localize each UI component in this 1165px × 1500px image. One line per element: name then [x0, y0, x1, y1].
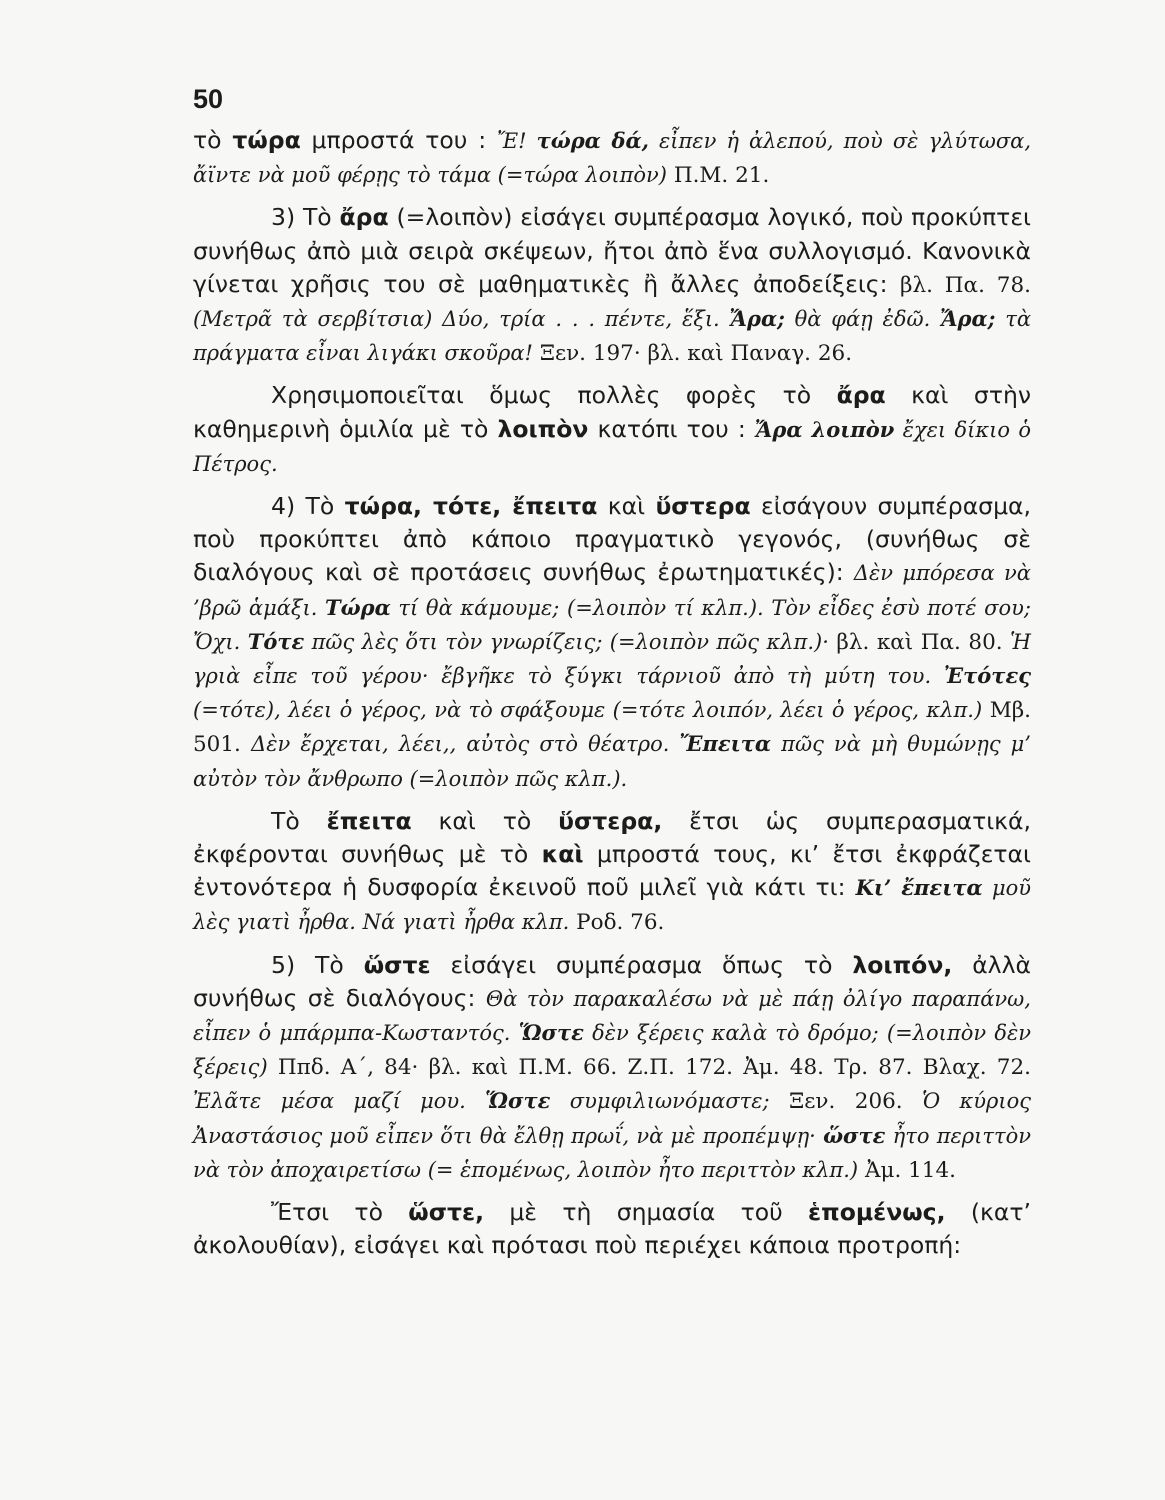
text-span: (κατ’ ἀκολουθίαν), εἰσάγει καὶ πρότασι ποὺ περιέχει κάποια προτροπή: — [193, 1198, 1031, 1260]
text-span: Ἄρα λοιπὸν — [754, 416, 895, 442]
text-span: Ροδ. 76. — [569, 910, 665, 936]
text-span: Ὥστε — [485, 1088, 551, 1114]
text-span: Κι’ ἔπειτα — [855, 875, 983, 901]
text-span: μὲ τὴ σημασία τοῦ — [484, 1198, 809, 1227]
paragraph — [193, 124, 1031, 192]
text-span: λοιπὸν — [497, 414, 589, 443]
text-span: 5) Τὸ — [271, 950, 364, 979]
text-span: τὰ πράγματα εἶναι λιγάκι σκοῦρα! — [193, 307, 1031, 366]
text-span: ὥστε, — [408, 1198, 485, 1227]
text-span: Ἡ γριὰ εἶπε τοῦ γέρου· ἔβγῆκε τὸ ξύγκι τάρνιοῦ ἀπὸ τὴ μύτη του. — [193, 629, 1031, 689]
page-number: 50 — [193, 84, 224, 114]
text-span: Ἐλᾶτε μέσα μαζί μου. — [193, 1089, 486, 1114]
text-span: Π.Μ. 21. — [667, 163, 770, 189]
text-span: Ἐτότες — [943, 663, 1031, 689]
text-span: ὥστε — [363, 950, 431, 979]
paragraph — [193, 805, 1031, 940]
paragraph — [193, 490, 1031, 796]
body-text — [193, 124, 1031, 1272]
text-span: ἔτσι ὡς συμπερασματικά, ἐκφέρονται συνήθως μὲ τὸ — [193, 806, 1031, 869]
text-span: μοῦ λὲς γιατὶ ἦρθα. Νά γιατὶ ἦρθα κλπ. — [193, 876, 1032, 935]
text-span: ἄρα — [339, 203, 389, 232]
text-span: Ὁ κύριος Ἀναστάσιος μοῦ εἶπεν ὅτι θὰ ἔλθῃ πρωΐ, νὰ μὲ προπέμψῃ· — [193, 1089, 1031, 1148]
text-span: καὶ στὴν καθημερινὴ ὁμιλία μὲ τὸ — [193, 381, 1031, 443]
text-span: (=τότε), λέει ὁ γέρος, νὰ τὸ σφάξουμε (=τότε λοιπόν, λέει ὁ γέρος, κλπ.) — [193, 698, 983, 723]
paragraph — [193, 201, 1031, 370]
text-span: Μβ. 501. — [193, 698, 1031, 758]
text-span: Ἀμ. 114. — [858, 1157, 956, 1183]
text-span: καὶ τὸ — [411, 806, 559, 835]
text-span: τώρα δά, — [536, 128, 649, 153]
text-span: Τὸ — [271, 806, 327, 835]
text-span: Ππδ. Α΄, 84· βλ. καὶ Π.Μ. 66. Ζ.Π. 172. Ἀμ. 48. Τρ. 87. Βλαχ. 72. — [267, 1055, 1031, 1081]
paragraph — [193, 949, 1031, 1187]
text-span: πῶς νὰ μὴ θυμώνῃς μ’ αὐτὸν τὸν ἄνθρωπο (=λοιπὸν πῶς κλπ.). — [193, 732, 1031, 791]
text-span: ὕστερα, — [558, 806, 663, 835]
text-span: (Μετρᾶ τὰ σερβίτσια) Δύο, τρία . . . πέντε, ἕξι. — [193, 307, 730, 332]
text-span: τώρα, τότε, ἔπειτα — [344, 492, 598, 521]
text-span: ἔπειτα — [326, 806, 412, 835]
text-span: Ἔ! — [496, 129, 537, 153]
text-span: τί θὰ κάμουμε; (=λοιπὸν τί κλπ.). Τὸν εἶδες ἐσὺ ποτέ σου; Ὄχι. — [193, 595, 1032, 654]
text-span: Τώρα — [325, 594, 391, 620]
text-span: Ξεν. 206. — [769, 1089, 923, 1115]
text-span: Ἔτσι τὸ — [271, 1198, 409, 1227]
text-span: Χρησιμοποιεῖται ὅμως πολλὲς φορὲς τὸ — [271, 381, 837, 410]
text-span: (=λοιπὸν) εἰσάγει συμπέρασμα λογικό, ποὺ προκύπτει συνήθως ἀπὸ μιὰ σειρὰ σκέψεων, ἤτοι ἀπὸ ἕνα συλλογισμό. Κανονικὰ γίνεται χρῆσις του σὲ μαθηματικὲς ἢ ἄλλες ἀποδείξεις: — [193, 203, 1031, 298]
text-span: 4) Τὸ — [271, 492, 345, 521]
text-span: ἄρα — [836, 381, 886, 410]
text-span: ἦτο περιττὸν νὰ τὸν ἀποχαιρετίσω (= ἑπομένως, λοιπὸν ἦτο περιττὸν κλπ.) — [193, 1123, 1031, 1182]
text-span: εἶπεν ἡ ἀλεπού, ποὺ σὲ γλύτωσα, ἄϊντε νὰ μοῦ φέρῃς τὸ τάμα (=τώρα λοιπὸν) — [193, 129, 1032, 188]
text-span: Τότε — [247, 628, 305, 654]
text-span: βλ. Πα. 78. — [900, 272, 1031, 298]
text-span: Ἄρα; — [940, 306, 996, 332]
text-span: Ξεν. 197· βλ. καὶ Παναγ. 26. — [532, 341, 853, 367]
text-span: καὶ — [541, 840, 584, 869]
text-span: δὲν ξέρεις καλὰ τὸ δρόμο; (=λοιπὸν δὲν ξέρεις) — [193, 1021, 1031, 1080]
text-span: τώρα — [232, 126, 301, 154]
paragraph — [193, 1196, 1031, 1262]
text-span: λοιπόν, — [852, 950, 953, 979]
text-span: εἰσάγει συμπέρασμα ὅπως τὸ — [430, 950, 853, 979]
text-span: ἀλλὰ συνήθως σὲ διαλόγους: — [193, 950, 1031, 1012]
text-span: μπροστά τους, κι’ ἔτσι ἐκφράζεται ἐντονότερα ἡ δυσφορία ἐκεινοῦ ποῦ μιλεῖ γιὰ κάτι τι: — [193, 840, 1031, 902]
text-span: βλ. καὶ Πα. 80. — [828, 629, 1011, 655]
text-span: συμφιλιωνόμαστε; — [550, 1089, 770, 1114]
text-span: Ἄρα; — [729, 306, 785, 332]
text-span: μπροστά του : — [300, 126, 497, 154]
text-span: ἔχει δίκιο ὁ Πέτρος. — [193, 417, 1031, 476]
text-span: Θὰ τὸν παρακαλέσω νὰ μὲ πάῃ ὀλίγο παραπάνω, εἶπεν ὁ μπάρμπα-Κωσταντός. — [193, 986, 1031, 1046]
text-span: κατόπι του : — [588, 414, 755, 443]
text-span: τὸ — [193, 126, 233, 154]
text-span: Δὲν μπόρεσα νὰ ’βρῶ ἁμάξι. — [193, 561, 1031, 620]
text-span: εἰσάγουν συμπέρασμα, ποὺ προκύπτει ἀπὸ κάποιο πραγματικὸ γεγονός, (συνήθως σὲ διαλόγους καὶ σὲ προτάσεις συνήθως ἐρωτηματικές): — [193, 492, 1031, 587]
text-span: ὕστερα — [655, 492, 751, 521]
text-span: Ἔπειτα — [679, 731, 772, 757]
text-span: πῶς λὲς ὅτι τὸν γνωρίζεις; (=λοιπὸν πῶς κλπ.)· — [304, 629, 829, 654]
text-span: Δὲν ἔρχεται, λέει,, αὐτὸς στὸ θέατρο. — [251, 732, 680, 757]
text-span: θὰ φάῃ ἐδῶ. — [784, 307, 941, 332]
text-span: καὶ — [597, 492, 656, 521]
text-span: 3) Τὸ — [271, 203, 340, 232]
paragraph — [193, 379, 1031, 481]
text-span: ἑπομένως, — [808, 1198, 946, 1227]
text-span: ὥστε — [823, 1122, 886, 1148]
text-span: Ὥστε — [518, 1020, 584, 1046]
